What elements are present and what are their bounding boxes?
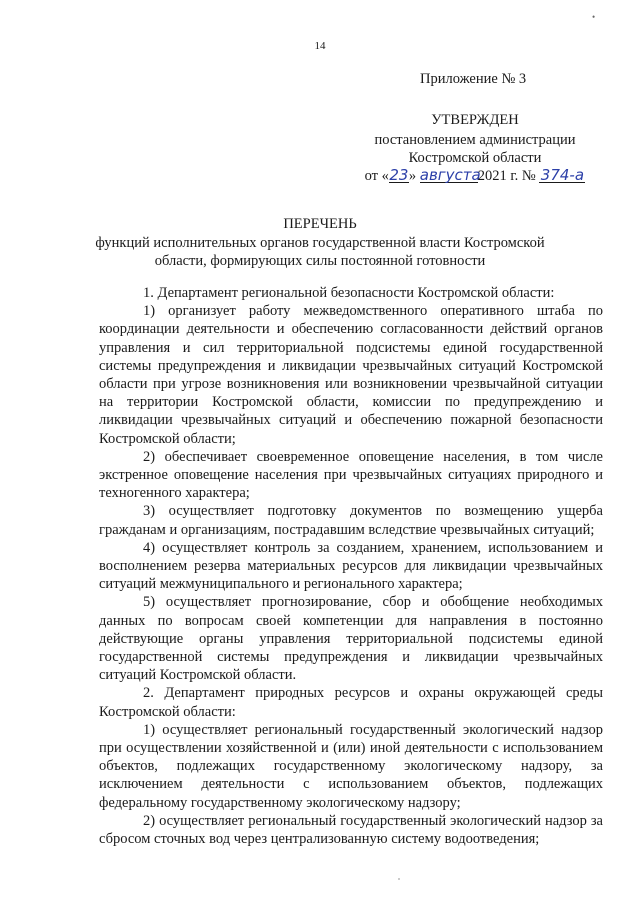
date-prefix: от « xyxy=(364,168,389,184)
paragraph: 1) организует работу межведомственного оперативного штаба по координации деятельности и обеспечению согласованности действий органов управления и сил территориальной подсистемы единой государственной системы предупреждения и ликвидации чрезвычайных ситуаций Костромской области при угрозе возникновения или возникновении чрезвычайной ситуации на территории Костромской области, комиссии по предупреждению и ликвидации чрезвычайных ситуаций и обеспечению пожарной безопасности Костромской области; xyxy=(99,303,603,447)
handwritten-month: августа xyxy=(419,166,481,184)
page-number: 14 xyxy=(314,40,326,52)
paragraph: 3) осуществляет подготовку документов по возмещению ущерба гражданам и организациям, пострадавшим вследствие чрезвычайных ситуаций; xyxy=(99,503,603,538)
appendix-label: Приложение № 3 xyxy=(420,71,527,87)
paragraph: 2) обеспечивает своевременное оповещение населения, в том числе экстренное оповещение населения при чрезвычайных ситуациях природного и техногенного характера; xyxy=(99,448,603,502)
paragraph: 2. Департамент природных ресурсов и охраны окружающей среды Костромской области: xyxy=(99,685,603,720)
scan-mark: • xyxy=(592,12,596,22)
paragraph: 1) осуществляет региональный государственный экологический надзор при осуществлении хозяйственной и (или) иной деятельности с использованием объектов, подлежащих государственному экологическому надзору, за исключением деятельности с использованием объектов, подлежащих федеральному государственному экологическому надзору; xyxy=(99,721,603,811)
document-heading xyxy=(0,215,640,271)
date-mid: » xyxy=(408,168,420,184)
approval-line-2: Костромской области xyxy=(408,150,542,166)
handwritten-number: 374-а xyxy=(540,166,585,184)
paragraph: 4) осуществляет контроль за созданием, хранением, использованием и восполнением резерва материальных ресурсов для ликвидации чрезвычайных ситуаций межмуниципального и регионального характера; xyxy=(99,539,603,593)
document-body xyxy=(99,284,603,848)
handwritten-day: 23 xyxy=(389,166,409,184)
paragraph: 1. Департамент региональной безопасности Костромской области: xyxy=(143,285,555,301)
approval-block xyxy=(340,111,610,185)
approval-date-line xyxy=(340,167,610,185)
document-title: ПЕРЕЧЕНЬ xyxy=(283,216,357,232)
approval-line-1: постановлением администрации xyxy=(374,132,576,148)
document-subtitle: функций исполнительных органов государственной власти Костромской области, формирующих силы постоянной готовности xyxy=(95,234,545,269)
paragraph: 2) осуществляет региональный государственный экологический надзор за сбросом сточных вод через централизованную систему водоотведения; xyxy=(99,812,603,848)
scan-speck xyxy=(398,878,400,880)
approved-heading: УТВЕРЖДЕН xyxy=(431,112,519,128)
paragraph: 5) осуществляет прогнозирование, сбор и обобщение необходимых данных по вопросам своей компетенции для направления в постоянно действующие органы управления территориальной подсистемы единой государственной системы предупреждения и ликвидации чрезвычайных ситуаций Костромской области. xyxy=(99,594,603,684)
date-suffix: 2021 г. № xyxy=(477,168,540,184)
